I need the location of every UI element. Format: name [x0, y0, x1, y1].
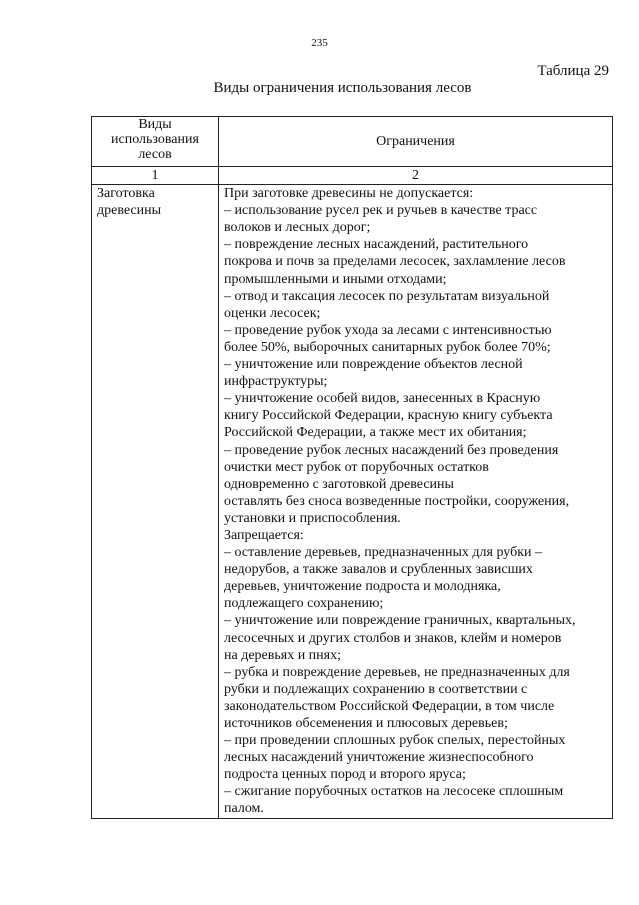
restriction-line: инфраструктуры; [224, 374, 328, 390]
restriction-line: – оставление деревьев, предназначенных для рубки – [224, 545, 543, 561]
page-number: 235 [311, 37, 328, 49]
restriction-line: – уничтожение или повреждение объектов лесной [224, 357, 523, 373]
restriction-line: более 50%, выборочных санитарных рубок более 70%; [224, 339, 551, 355]
table-label: Таблица 29 [537, 63, 609, 79]
restriction-line: оставлять без сноса возведенные постройки, сооружения, [224, 493, 570, 509]
restriction-line: оценки лесосек; [224, 305, 321, 321]
restriction-line: палом. [224, 801, 264, 817]
use-type-line: Заготовка [97, 186, 155, 202]
header-use-types [92, 117, 219, 167]
restriction-line: – повреждение лесных насаждений, растительного [224, 237, 529, 253]
restriction-line: источников обсеменения и плюсовых деревьев; [224, 716, 508, 731]
restriction-line: лесосечных и других столбов и знаков, клейм и номеров [224, 630, 562, 646]
restriction-line: рубки и подлежащих сохранению в соответствии с [224, 681, 528, 697]
header-line: лесов [138, 147, 172, 162]
use-type-line: древесины [97, 203, 162, 219]
restriction-line: При заготовке древесины не допускается: [224, 186, 474, 202]
restriction-line: – проведение рубок ухода за лесами с интенсивностью [224, 322, 552, 338]
number-row [92, 167, 613, 185]
restriction-line: волоков и лесных дорог; [224, 220, 371, 236]
header-line: использования [111, 132, 199, 147]
restriction-line: на деревьях и пнях; [224, 647, 341, 663]
table-title: Виды ограничения использования лесов [213, 80, 472, 96]
restriction-line: – использование русел рек и ручьев в качестве трасс [224, 203, 538, 219]
restriction-line: установки и приспособления. [224, 510, 401, 526]
restriction-line: деревьев, уничтожение подроста и молодняка, [224, 579, 501, 595]
column-number-1: 1 [92, 167, 219, 185]
column-number-2: 2 [219, 167, 613, 185]
restriction-line: – уничтожение особей видов, занесенных в Красную [224, 391, 541, 407]
restriction-line: лесных насаждений уничтожение жизнеспособного [224, 750, 534, 766]
restrictions-cell [219, 185, 613, 818]
restriction-line: – сжигание порубочных остатков на лесосеке сплошным [224, 784, 564, 800]
restriction-line: подлежащего сохранению; [224, 596, 384, 612]
table-row [92, 185, 613, 818]
restriction-line: – при проведении сплошных рубок спелых, перестойных [224, 733, 566, 749]
restrictions-table [91, 116, 613, 819]
use-type-cell [92, 185, 219, 818]
restriction-line: Запрещается: [224, 527, 304, 543]
restriction-line: Российской Федерации, а также мест их обитания; [224, 425, 527, 441]
restriction-line: подроста ценных пород и второго яруса; [224, 767, 466, 783]
restriction-line: – проведение рубок лесных насаждений без проведения [224, 442, 559, 458]
restriction-line: книгу Российской Федерации, красную книгу субъекта [224, 408, 553, 424]
restriction-line: законодательством Российской Федерации, в том числе [224, 698, 555, 714]
restriction-line: покрова и почв за пределами лесосек, захламление лесов [224, 254, 566, 270]
restriction-line: очистки мест рубок от порубочных остатков [224, 459, 489, 475]
restriction-line: недорубов, а также завалов и срубленных зависших [224, 562, 533, 578]
restriction-line: – отвод и таксация лесосек по результатам визуальной [224, 288, 550, 304]
header-line: Виды [138, 117, 172, 132]
restriction-line: одновременно с заготовкой древесины [224, 476, 454, 492]
header-restrictions: Ограничения [219, 117, 613, 167]
restriction-line: промышленными и иными отходами; [224, 271, 447, 287]
header-row [92, 117, 613, 167]
restriction-line: – уничтожение или повреждение граничных, квартальных, [224, 613, 576, 629]
restriction-line: – рубка и повреждение деревьев, не предназначенных для [224, 664, 570, 680]
